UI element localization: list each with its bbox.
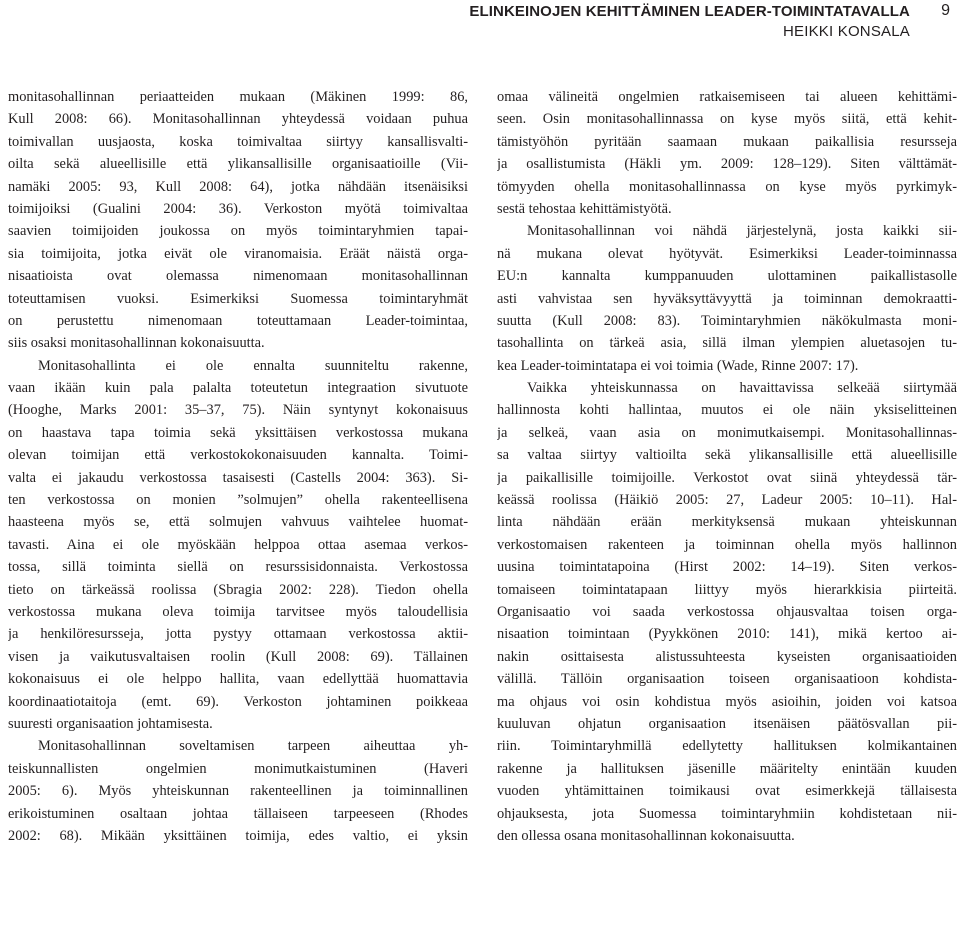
text-line: (Hooghe, Marks 2001: 35–37, 75). Näin syntynyt kokonaisuus xyxy=(8,402,468,419)
text-line: seen. Osin monitasohallinnassa on kyse myös siitä, että kehit- xyxy=(497,111,957,128)
text-line: namäki 2005: 93, Kull 2008: 64), jotka nähdään itsenäisiksi xyxy=(8,178,468,195)
text-line: toimivallan uusjaosta, koska toimivaltaa siirtyy kansallisvalti- xyxy=(8,133,468,150)
text-line: koordinaatiotaitoja (emt. 69). Verkoston johtaminen poikkeaa xyxy=(8,693,468,710)
running-title: ELINKEINOJEN KEHITTÄMINEN LEADER-TOIMINTATAVALLA xyxy=(469,3,910,20)
text-line: ohjauksesta, jota Suomessa toimintaryhmiin kohdistetaan nii- xyxy=(497,805,957,822)
text-line: nisaation toimintaan (Pyykkönen 2010: 141), mikä kertoo ai- xyxy=(497,626,957,643)
text-line: Organisaatio voi saada verkostossa ohjausvaltaa toisen orga- xyxy=(497,603,957,620)
text-line: suutta (Kull 2008: 83). Toimintaryhmien näkökulmasta moni- xyxy=(497,312,957,329)
text-line: kea Leader-toimintatapa ei voi toimia (Wade, Rinne 2007: 17). xyxy=(497,357,859,374)
text-line: nä mukana olevat hyötyvät. Esimerkiksi Leader-toiminnassa xyxy=(497,245,957,262)
text-line: ja osallistumista (Häkli ym. 2009: 128–129). Siten välttämät- xyxy=(497,156,957,173)
text-line: tämistyöhön pyritään saamaan mukaan paikallisia resursseja xyxy=(497,133,957,150)
author-name: HEIKKI KONSALA xyxy=(782,23,910,40)
text-line: kuuluvan ohjatun organisaation itsenäisen päätösvallan pii- xyxy=(497,715,957,732)
text-line: ja selkeä, vaan asia on monimutkaisempi. Monitasohallinnas- xyxy=(497,424,957,441)
text-line: siis osaksi monitasohallinnan kokonaisuutta. xyxy=(8,335,265,352)
text-line: omaa välineitä ongelmien ratkaisemiseen tai alueen kehittämi- xyxy=(497,89,957,105)
text-line: valta ei jakaudu verkostossa tasaisesti (Castells 2004: 363). Si- xyxy=(8,469,468,486)
text-line: vaan ikään kuin pala palalta toteutetun integraation sivutuote xyxy=(8,380,468,397)
text-line: 2005: 6). Myös yhteiskunnan rakenteellinen ja toiminnallinen xyxy=(8,783,468,800)
text-line: toimijoiksi (Gualini 2004: 36). Verkoston myötä toimivaltaa xyxy=(8,200,468,217)
text-line: linta nähdään erään merkityksensä mukaan yhteiskunnan xyxy=(497,514,957,531)
text-line: olevan toimijan että verkostokokonaisuuden kannalta. Toimi- xyxy=(8,447,468,464)
text-line: tömyyden ohella monitasohallinnassa on kyse myös pyrkimyk- xyxy=(497,178,957,195)
text-line: Monitasohallinta ei ole ennalta suunniteltu rakenne, xyxy=(38,357,468,374)
text-line: tomaiseen toimintatapaan liittyy myös hierarkkisia piirteitä. xyxy=(497,581,957,598)
text-line: saavien toimijoiden joukossa on myös toimintaryhmien tapai- xyxy=(8,223,468,240)
text-line: tieto on tärkeässä roolissa (Sbragia 2002: 228). Tiedon ohella xyxy=(8,581,468,598)
text-line: asti vahvistaa sen hyväksyttävyyttä ja toiminnan demokraatti- xyxy=(497,290,957,307)
text-line: sia toimijoita, jotka eivät ole viranomaisia. Eräät näistä orga- xyxy=(8,245,468,262)
text-line: Monitasohallinnan soveltamisen tarpeen aiheuttaa yh- xyxy=(38,738,468,755)
text-line: Kull 2008: 66). Monitasohallinnan yhteydessä voidaan puhua xyxy=(8,111,468,128)
left-column xyxy=(8,86,468,847)
text-line: on haastava tapa toimia sekä yksittäisen verkostossa mukana xyxy=(8,424,468,441)
text-line: kokonaisuus ei ole helppo hallita, vaan edellyttää huomattavia xyxy=(8,671,468,688)
text-line: ja paikallisille toimijoille. Verkostot ovat siinä yhteydessä tär- xyxy=(497,469,957,486)
text-line: tossa, sillä toiminta siellä on resurssisidonnaista. Verkostossa xyxy=(8,559,468,576)
right-column xyxy=(497,86,957,847)
text-line: verkostossa mukana oleva toimija tarvitsee myös taloudellisia xyxy=(8,603,468,620)
text-line: nakin osittaisesta alistussuhteesta kyseisten organisaatioiden xyxy=(497,648,957,665)
text-line: rakenne ja hallituksen jäsenille määritelty enintään kuuden xyxy=(497,760,957,777)
text-line: riin. Toimintaryhmillä edellytetty hallituksen kolmikantainen xyxy=(497,738,957,755)
text-line: 2002: 68). Mikään yksittäinen toimija, edes valtio, ei yksin xyxy=(8,827,468,844)
text-line: visen ja vaikutusvaltaisen roolin (Kull 2008: 69). Tällainen xyxy=(8,648,468,665)
text-line: haasteena myös se, että solmujen vahvuus vaihtelee huomat- xyxy=(8,514,468,531)
text-line: toteuttamisen vuoksi. Esimerkiksi Suomessa toimintaryhmät xyxy=(8,290,468,307)
text-line: uusina toimintatapoina (Hirst 2002: 14–19). Siten verkos- xyxy=(497,559,957,576)
page-number: 9 xyxy=(941,2,950,19)
text-line: Vaikka yhteiskunnassa on havaittavissa selkeää siirtymää xyxy=(527,380,957,397)
text-line: tasohallinta on tärkeä asia, sillä ilman ylempien aluetasojen tu- xyxy=(497,335,957,352)
text-line: sestä tehostaa kehittämistyötä. xyxy=(497,200,672,217)
text-line: ja henkilöresursseja, jotta pystyy ottamaan verkostossa aktii- xyxy=(8,626,468,643)
text-line: välillä. Tällöin organisaation toiseen organisaatioon kohdista- xyxy=(497,671,957,688)
text-line: hallinnosta kohti hallintaa, muutos ei ole näin yksiselitteinen xyxy=(497,402,957,419)
text-line: nisaatioista ovat olemassa nimenomaan monitasohallinnan xyxy=(8,268,468,285)
text-line: vuoden yhtämittainen toimikausi ovat esimerkkejä tällaisesta xyxy=(497,783,957,800)
text-line: verkostomaisen rakenteen ja toiminnan ohella myös hallinnon xyxy=(497,536,957,553)
text-line: Monitasohallinnan voi nähdä järjestelynä, josta kaikki sii- xyxy=(527,223,957,240)
text-line: ma ohjaus voi osin kohdistua myös asioihin, joiden voi katsoa xyxy=(497,693,957,710)
text-line: oilta sekä alueellisille että ylikansallisille organisaatioille (Vii- xyxy=(8,156,468,173)
text-line: sa valtaa siirtyy valtioilta sekä ylikansallisille että alueellisille xyxy=(497,447,957,464)
text-line: erikoistuminen osaltaan johtaa tällaiseen tarpeeseen (Rhodes xyxy=(8,805,468,822)
text-line: ten verkostossa on monien ”solmujen” ohella rakenteellisena xyxy=(8,492,468,509)
running-header xyxy=(0,0,960,50)
text-line: suuresti organisaation johtamisesta. xyxy=(8,715,213,732)
text-line: tavasti. Aina ei ole myöskään helppoa ottaa asemaa verkos- xyxy=(8,536,468,553)
text-line: den ollessa osana monitasohallinnan kokonaisuutta. xyxy=(497,827,795,844)
text-line: EU:n kannalta kumppanuuden ulottaminen paikallistasolle xyxy=(497,268,957,285)
text-line: on perustettu nimenomaan toteuttamaan Leader-toimintaa, xyxy=(8,312,468,329)
text-line: monitasohallinnan periaatteiden mukaan (Mäkinen 1999: 86, xyxy=(8,89,468,105)
text-line: keässä roolissa (Häikiö 2005: 27, Ladeur 2005: 10–11). Hal- xyxy=(497,492,957,509)
text-line: teiskunnallisten ongelmien monimutkaistuminen (Haveri xyxy=(8,760,468,777)
